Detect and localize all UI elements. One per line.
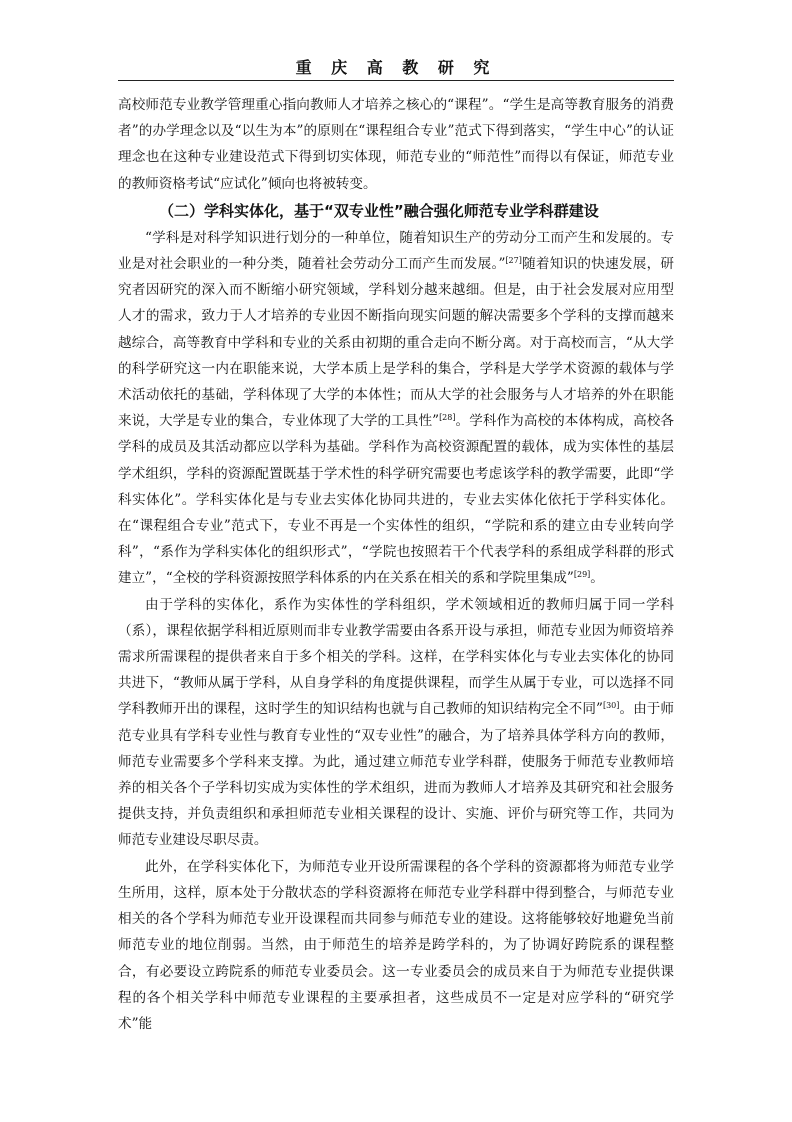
paragraph-text: 随着知识的快速发展，研究者因研究的深入而不断缩小研究领域，学科划分越来越细。但是，由于社会发展对应用型人才的需求，致力于人才培养的专业因不断指向现实问题的解决需要多个学科的支撑而越来越综合，高等教育中学科和专业的关系由初期的重合走向不断分离。对于高校而言，“从大学的科学研究这一内在职能来说，大学本质上是学科的集合，学科是大学学术资源的载体与学术活动依托的基础，学科体现了大学的本体性；而从大学的社会服务与人才培养的外在职能来说，大学是专业的集合，专业体现了大学的工具性” <box>118 256 675 430</box>
paragraph-text: “学科是对科学知识进行划分的一种单位，随着知识生产的劳动分工而产生和发展的。专业是对社会职业的一种分类，随着社会劳动分工而产生而发展。” <box>118 229 674 273</box>
section-heading: （二）学科实体化，基于“双专业性”融合强化师范专业学科群建设 <box>159 201 599 220</box>
article-body <box>118 92 674 1037</box>
paragraph-text: 。由于师范专业具有学科专业性与教育专业性的“双专业性”的融合，为了培养具体学科方向的教师，师范专业需要多个学科来支撑。为此，通过建立师范专业学科群，使服务于师范专业教师培养的相关各个子学科切实成为实体性的学术组织，进而为教师人才培养及其研究和社会服务提供支持，并负责组织和承担师范专业相关课程的设计、实施、评价与研究等工作，共同为师范专业建设尽职尽责。 <box>118 701 675 849</box>
citation-ref: [28] <box>439 413 456 423</box>
header-rule <box>118 80 674 81</box>
citation-ref: [30] <box>602 701 620 711</box>
paragraph-text: 由于学科的实体化，系作为实体性的学科组织，学术领域相近的教师归属于同一学科（系），课程依据学科相近原则而非专业教学需要由各系开设与承担，师范专业因为师资培养需求所需课程的提供者来自于多个相关的学科。这样，在学科实体化与专业去实体化的协同共进下，“教师从属于学科，从自身学科的角度提供课程，而学生从属于专业，可以选择不同学科教师开出的课程，这时学生的知识结构也就与自己教师的知识结构完全不同” <box>118 596 674 718</box>
paragraph-resource-integration: 此外，在学科实体化下，为师范专业开设所需课程的各个学科的资源都将为师范专业学生所用，这样，原本处于分散状态的学科资源将在师范专业学科群中得到整合，与师范专业相关的各个学科为师范专业开设课程而共同参与师范专业的建设。这将能够较好地避免当前师范专业的地位削弱。当然，由于师范生的培养是跨学科的，为了协调好跨院系的课程整合，有必要设立跨院系的师范专业委员会。这一专业委员会的成员来自于为师范专业提供课程的各个相关学科中师范专业课程的主要承担者，这些成员不一定是对应学科的“研究学术”能 <box>118 858 674 1032</box>
paragraph-text: 。 <box>590 570 604 587</box>
citation-ref: [29] <box>573 570 591 580</box>
paragraph-dual-professionalism <box>118 592 674 854</box>
paragraph-continuation: 高校师范专业教学管理重心指向教师人才培养之核心的“课程”。“学生是高等教育服务的消费者”的办学理念以及“以生为本”的原则在“课程组合专业”范式下得到落实，“学生中心”的认证理念也在这种专业建设范式下得到切实体现，师范专业的“师范性”而得以有保证，师范专业的教师资格考试“应试化”倾向也将被转变。 <box>118 97 674 192</box>
paragraph-text: 。学科作为高校的本体构成，高校各学科的成员及其活动都应以学科为基础。学科作为高校资源配置的载体，成为实体性的基层学术组织，学科的资源配置既基于学术性的科学研究需要也考虑该学科的教学需要，此即“学科实体化”。学科实体化是与专业去实体化协同共进的，专业去实体化依托于学科实体化。在“课程组合专业”范式下，专业不再是一个实体性的组织，“学院和系的建立由专业转向学科”，“系作为学科实体化的组织形式”，“学院也按照若干个代表学科的系组成学科群的形式建立”，“全校的学科资源按照学科体系的内在关系在相关的系和学院里集成” <box>118 413 674 587</box>
paragraph-discipline-entity <box>118 225 674 592</box>
running-head-journal-title: 重 庆 高 教 研 究 <box>295 58 497 77</box>
citation-ref: [27] <box>505 256 522 266</box>
